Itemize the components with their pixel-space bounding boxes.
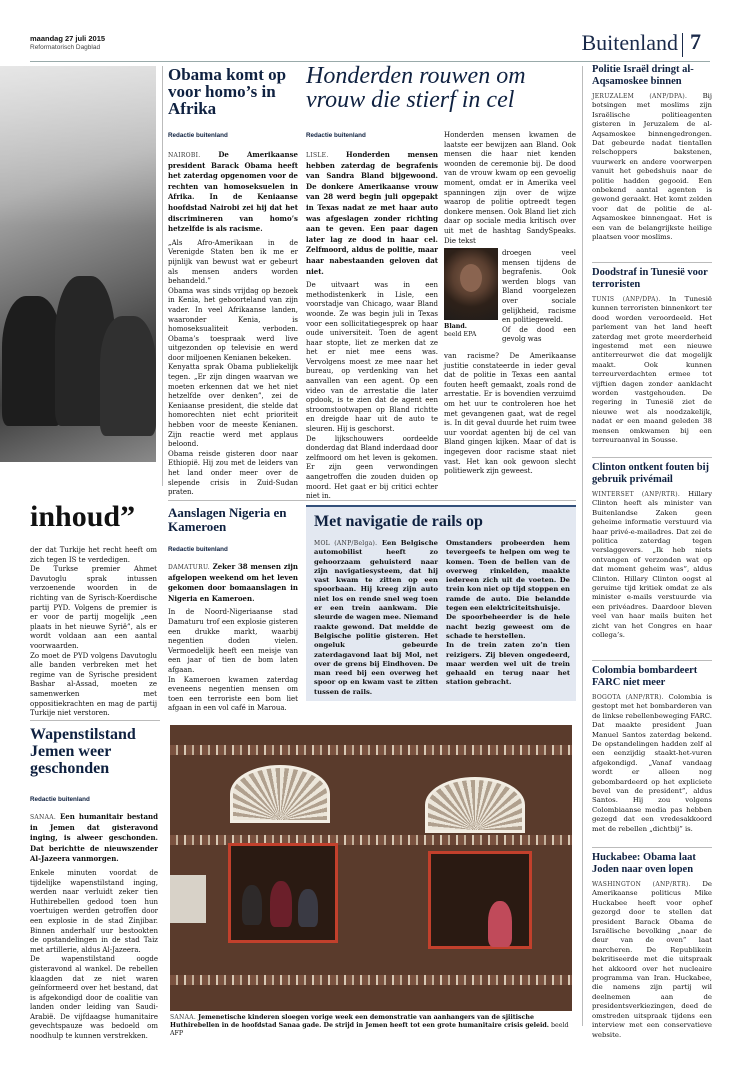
- jemen-lead: Een humanitair bestand in Jemen dat gisteravond inging, is alweer geschonden. Dat berichtte de nieuwszender Al-Jazeera vanmorgen.: [30, 812, 159, 864]
- brief-rule: [592, 660, 712, 661]
- water-spray: [0, 66, 156, 226]
- obama-lead: De Amerikaanse president Barack Obama heeft het zaterdag opgenomen voor de rechten van homoseksuelen in Afrika. In de Keniaanse hoofdstad Nairobi zei hij dat het discrimineren van homo’s hetzelfde is als racisme.: [168, 150, 298, 234]
- brief-tunesie: [592, 267, 712, 455]
- brief-text: Hillary Clinton heeft als minister van Buitenlandse Zaken geen geheime informatie verstuurd via haar privé-e-mailadres. Dat zei de politica zaterdag tegen verslaggevers. „Ik heb niets ontvangen of verzonden wat op dat moment geheim was”, aldus Clinton. Hillary Clinton oogst al geruime tijd kritiek omdat ze als minister e-mails verstuurde via een privéadres. Daardoor bleven veel van haar mails buiten het zicht van het Congres en haar collega’s.: [592, 490, 712, 640]
- section-title: Buitenland: [581, 30, 678, 55]
- obama-headline: Obama komt op voor homo’s in Afrika: [168, 65, 287, 118]
- header-rule: [30, 61, 710, 62]
- brief-headline: Colombia bombardeert FARC niet meer: [592, 665, 698, 688]
- rails-col1: [314, 539, 438, 699]
- brick-band: [170, 745, 572, 755]
- rails-box: [306, 505, 576, 701]
- obama-body: „Als Afro-Amerikaan in de Verenigde Staten ben ik me er pijnlijk van bewust wat er gebeurt als mensen anders worden behandeld.” Obama was sinds vrijdag op bezoek in Kenia, het geboorteland van zijn vader. In veel Afrikaanse landen, waaronder Kenia, is homoseksualiteit verboden. Obama’s toespraak werd live uitgezonden op televisie en werd door miljoenen Kenianen bekeken. Kenyatta sprak Obama publiekelijk tegen. „Er zijn dingen waarvan we moeten erkennen dat we het niet hetzelfde over denken”, zei de Keniaanse president, die stelde dat homorechten niet echt prioriteit hebben voor de meeste Kenianen. Zijn reactie werd met applaus beloond. Obama reisde gisteren door naar Ethiopië. Hij zou met de leiders van het land onder meer over de slepende crisis in Zuid-Sudan praten.: [168, 238, 298, 497]
- newspaper-name: Reformatorisch Dagblad: [30, 44, 101, 51]
- brief-rule: [592, 847, 712, 848]
- child: [270, 881, 292, 927]
- jemen-byline: Redactie buitenland: [30, 796, 90, 803]
- portrait-credit: beeld EPA: [444, 331, 477, 339]
- obama-article: [168, 150, 298, 497]
- header-divider: [682, 33, 683, 57]
- nigeria-lead: Zeker 38 mensen zijn afgelopen weekend om het leven gekomen door bomaanslagen in Nigeria en Kameroen.: [168, 562, 298, 603]
- brief-text: De Amerikaanse politicus Mike Huckabee heeft voor ophef gezorgd door te stellen dat president Barack Obama de Israëlische bevolking „naar de deur van de oven” laat marcheren. De Republikein bekritiseerde met die uitspraak het akkoord over het nucleaire programma van Iran. Huckabee, die namens zijn partij wil deelnemen aan de presidentsverkiezingen, deed de omstreden uitspraak tijdens een interview met een conservatieve website.: [592, 880, 712, 1039]
- nigeria-body: In de Noord-Nigeriaanse stad Damaturu trof een explosie gisteren een drukke markt, waarbij negentien doden vielen. Vermoedelijk heeft een meisje van een jaar of tien de bom laten afgaan. In Kameroen kwamen zaterdag eveneens negentien mensen om toen een terroriste een bom liet afgaan in een vol café in Maroua.: [168, 608, 298, 713]
- column-rule: [162, 66, 163, 486]
- portrait-caption-name: Bland.: [444, 323, 467, 330]
- section-rule: [168, 500, 576, 501]
- brief-dateline: WASHINGTON (ANP/RTR).: [592, 881, 691, 888]
- child: [242, 885, 262, 925]
- photo-caption-text: Jemenetische kinderen sloegen vorige week een demonstratie van aanhangers van de sjiitische Huthirebellen in de hoofdstad Sanaa gade. De strijd in Jemen heeft tot een grote humanitaire crisis geleid.: [170, 1014, 549, 1030]
- issue-date: maandag 27 juli 2015: [30, 34, 106, 43]
- portrait-caption: [444, 323, 498, 339]
- brief-dateline: TUNIS (ANP/DPA).: [592, 296, 661, 303]
- brief-headline: Doodstraf in Tunesië voor terroristen: [592, 267, 708, 290]
- section-rule: [30, 720, 160, 721]
- yemen-photo-caption: [170, 1014, 574, 1038]
- child: [298, 889, 318, 927]
- yemen-photo: [170, 725, 572, 1011]
- column-rule: [582, 66, 583, 1026]
- photo-figure: [100, 316, 156, 436]
- arched-window: [425, 777, 525, 833]
- nigeria-dateline: DAMATURU.: [168, 564, 210, 571]
- child: [488, 901, 512, 947]
- arched-window: [230, 765, 330, 823]
- brief-text: Colombia is gestopt met het bombarderen van de linkse rebellenbeweging FARC. Dat maakte president Juan Manuel Santos zaterdag bekend. De opstandelingen hadden zelf al een eenzijdig staakt-het-vuren afgekondigd. „Vanaf vandaag wordt er alleen nog gebombardeerd op het expliciete bevel van de president”, aldus Santos. Hij zou volgens Colombiaanse media pas hebben gezegd dat een vredesakkoord met de rebellen „dichtbij” is.: [592, 693, 712, 833]
- sandra-text-1: De uitvaart was in een methodistenkerk in Lisle, een voorstadje van Chicago, waar Bland woonde. Ze was begin juli in Texas voor een sollicitatiegesprek op haar oude universiteit. Toen de agent haar stopte, liet ze merken dat ze het er niet mee eens was. Vervolgens moest ze mee naar het bureau, op verdenking van het aanvallen van een agent. Op een video van de arrestatie die later opdook, is te zien dat de agent een stroomstootwapen op Bland richtte en dreigde haar uit de auto te sleuren. Hij is geschorst. De lijkschouwers oordeelde donderdag dat Bland inderdaad door zelfmoord om het leven is gekomen. Er zijn geen verwondingen aangetroffen die zouden duiden op moord. Het gaat er bij critici echter niet in.: [306, 281, 438, 501]
- obama-dateline: NAIROBI.: [168, 152, 201, 159]
- window-frame: [428, 851, 532, 949]
- brief-colombia: [592, 665, 712, 845]
- sandra-text-2: Honderden mensen kwamen de laatste eer bewijzen aan Bland. Ook mensen die haar niet kenden woonden de ceremonie bij. De dood van de vrouw kwam op een gevoelig moment, omdat er in Amerika veel spanningen zijn over de wijze waarop de politie optreedt tegen donkere mensen. Ook Bland liet zich daar op sociale media kritisch over uit met de hashtag SandySpeaks. Die tekst: [444, 131, 576, 245]
- poster: [170, 875, 206, 923]
- brief-israel: [592, 64, 712, 260]
- page-number: 7: [690, 29, 701, 54]
- rails-dateline: MOL (ANP/Belga).: [314, 540, 378, 547]
- brief-dateline: WINTERSET (ANP/RTR).: [592, 491, 681, 498]
- photo-figure: [2, 296, 62, 426]
- brick-band: [170, 975, 572, 985]
- jemen-headline: Wapenstilstand Jemen weer geschonden: [30, 726, 136, 777]
- brief-dateline: BOGOTA (ANP/RTR).: [592, 694, 664, 701]
- obama-byline: Redactie buitenland: [168, 132, 228, 139]
- sandra-text-3: van racisme? De Amerikaanse justitie constateerde in ieder geval dat de politie in Texas een aantal fouten heeft gemaakt, zoals rond de arrestatie. Er is bovendien verzuimd om het uur te controleren hoe het met gevangenen gaat, wat de regel is. In dit geval duurde het ruim twee uur voordat agenten bij de cel van Bland gingen kijken. Maar of dat is ingegeven door racisme staat niet vast. Het kan ook gewoon slecht politiewerk zijn geweest.: [444, 352, 576, 476]
- brief-text: In Tunesië kunnen terroristen binnenkort ter dood worden veroordeeld. Het parlement van het land heeft zaterdag met grote meerderheid ingestemd met een nieuwe antiterreurwet die dat mogelijk maakt. Ook kunnen terreurverdachten ermee tot vijftien dagen zonder aanklacht worden vastgehouden. De regering in Tunesië ziet de nieuwe wet als noodzakelijk, nadat er een maand geleden 38 mensen omkwamen bij een terreuraanval in Sousse.: [592, 295, 713, 445]
- left-article-text: der dat Turkije het recht heeft om zich tegen IS te verdedigen. De Turkse premier Ahmet Davutoglu sprak intussen verzoenende woorden in de richting van de Syrisch-Koerdische partij PYD. Volgens de premier is er voor de partij mogelijk „een plaats in het nieuwe Syrië”, als er wordt voldaan aan een aantal voorwaarden. Zo moet de PYD volgens Davutoglu alle banden verbreken met het regime van de Syrische president Bashar al-Assad, moeten ze samenwerken met oppositiekrachten en mag de partij Turkije niet verstoren.: [30, 546, 157, 718]
- riot-photo: [0, 66, 156, 462]
- left-headline-tail: inhoud”: [30, 500, 136, 533]
- brief-headline: Clinton ontkent fouten bij gebruik privémail: [592, 462, 709, 485]
- brief-rule: [592, 457, 712, 458]
- rails-text-2: Omstanders probeerden hem tevergeefs te helpen om weg te komen. Toen de bellen van de overweg rinkelden, maakte iedereen zich uit de voeten. De trein kon niet op tijd stoppen en ramde de auto. Die belandde tegen een elektriciteitshuisje. De spoorbeheerder is de hele nacht bezig geweest om de schade te herstellen. In de trein zaten zo’n tien reizigers. Zij bleven ongedeerd, maar werden wel uit de trein gehaald en terug naar het station gebracht.: [446, 539, 570, 687]
- jemen-body: Enkele minuten voordat de tijdelijke wapenstilstand inging, werden naar verluidt zeker tien Huthirebellen gedood toen hun voertuigen werden getroffen door een explosie in de stad Zinjibar. Binnen anderhalf uur bestookten de opstandelingen in de stad Taiz met artillerie, aldus Al-Jazeera. De wapenstilstand oogde gisteravond al wankel. De rebellen klaagden dat ze niet waren geïnformeerd over het bestand, dat is afgekondigd door de coalitie van landen onder leiding van Saudi-Arabië. De vijfdaagse humanitaire gevechtspauze was bedoeld om noodhulp te kunnen verstrekken.: [30, 868, 158, 1041]
- brief-headline: Politie Israël dringt al-Aqsamoskee binnen: [592, 64, 694, 87]
- sandra-col1: [306, 150, 438, 501]
- sandra-byline: Redactie buitenland: [306, 132, 366, 139]
- nigeria-byline: Redactie buitenland: [168, 546, 228, 553]
- portrait-face: [460, 264, 482, 292]
- photo-dateline: SANAA.: [170, 1014, 197, 1021]
- photo-credit: beeld AFP: [170, 1022, 569, 1038]
- rails-headline: Met navigatie de rails op: [314, 513, 483, 530]
- brief-huckabee: [592, 852, 712, 1052]
- brief-text: Bij botsingen met moslims zijn Israëlische politieagenten gisteren in Jeruzalem de al-Aqsamoskee binnengedrongen. Dat gebeurde nadat tientallen relschoppers bakstenen, vuurwerk en andere voorwerpen vanuit het gebedshuis naar de politie hadden gegooid. Een onbekend aantal agenten is gewond geraakt. Het komt zelden voor dat de politie de al-Aqsamoskee binnengaat. Het is een van de belangrijkste heilige plaatsen voor moslims.: [592, 92, 712, 242]
- brief-rule: [592, 262, 712, 263]
- sandra-bland-portrait: [444, 248, 498, 320]
- sandra-headline: Honderden rouwen om vrouw die stierf in cel: [306, 63, 526, 113]
- nigeria-article: [168, 562, 298, 722]
- sandra-dateline: LISLE.: [306, 152, 329, 159]
- jemen-article: [30, 812, 158, 1064]
- brief-dateline: JERUZALEM (ANP/DPA).: [592, 93, 688, 100]
- brief-headline: Huckabee: Obama laat Joden naar oven lopen: [592, 852, 696, 875]
- nigeria-headline: Aanslagen Nigeria en Kameroen: [168, 505, 287, 534]
- news-briefs: [592, 64, 712, 1044]
- sandra-text-wrap: droegen veel mensen tijdens de begrafenis. Ook werden blogs van Bland voorgelezen over sociale gelijkheid, racisme en politiegeweld. Of de dood een gevolg was: [502, 249, 576, 344]
- jemen-dateline: SANAA.: [30, 814, 57, 821]
- brief-clinton: [592, 462, 712, 658]
- sandra-lead: Honderden mensen hebben zaterdag de begrafenis van Sandra Bland bijgewoond. De donkere Amerikaanse vrouw van 28 werd begin juli opgepakt in Texas nadat ze met haar auto was afgeslagen zonder richting aan te geven. Een paar dagen later lag ze dood in haar cel. Zelfmoord, aldus de politie, maar haar nabestaanden geloven dat niet.: [306, 150, 438, 276]
- rails-text-1: Een Belgische automobilist heeft zo gehoorzaam gehuisterd naar zijn navigatiesysteem, dat hij vast kwam te zitten op een spoorbaan. Hij kreeg zijn auto niet los en rende snel weg toen er een trein aankwam. Die sleurde de wagen mee. Niemand raakte gewond. Dat meldde de Belgische politie gisteren. Het ongeluk gebeurde zaterdagavond laat bij Mol, net over de grens bij Eindhoven. De man reed bij een overweg het spoor op en kwam vast te zitten tussen de rails.: [314, 539, 439, 696]
